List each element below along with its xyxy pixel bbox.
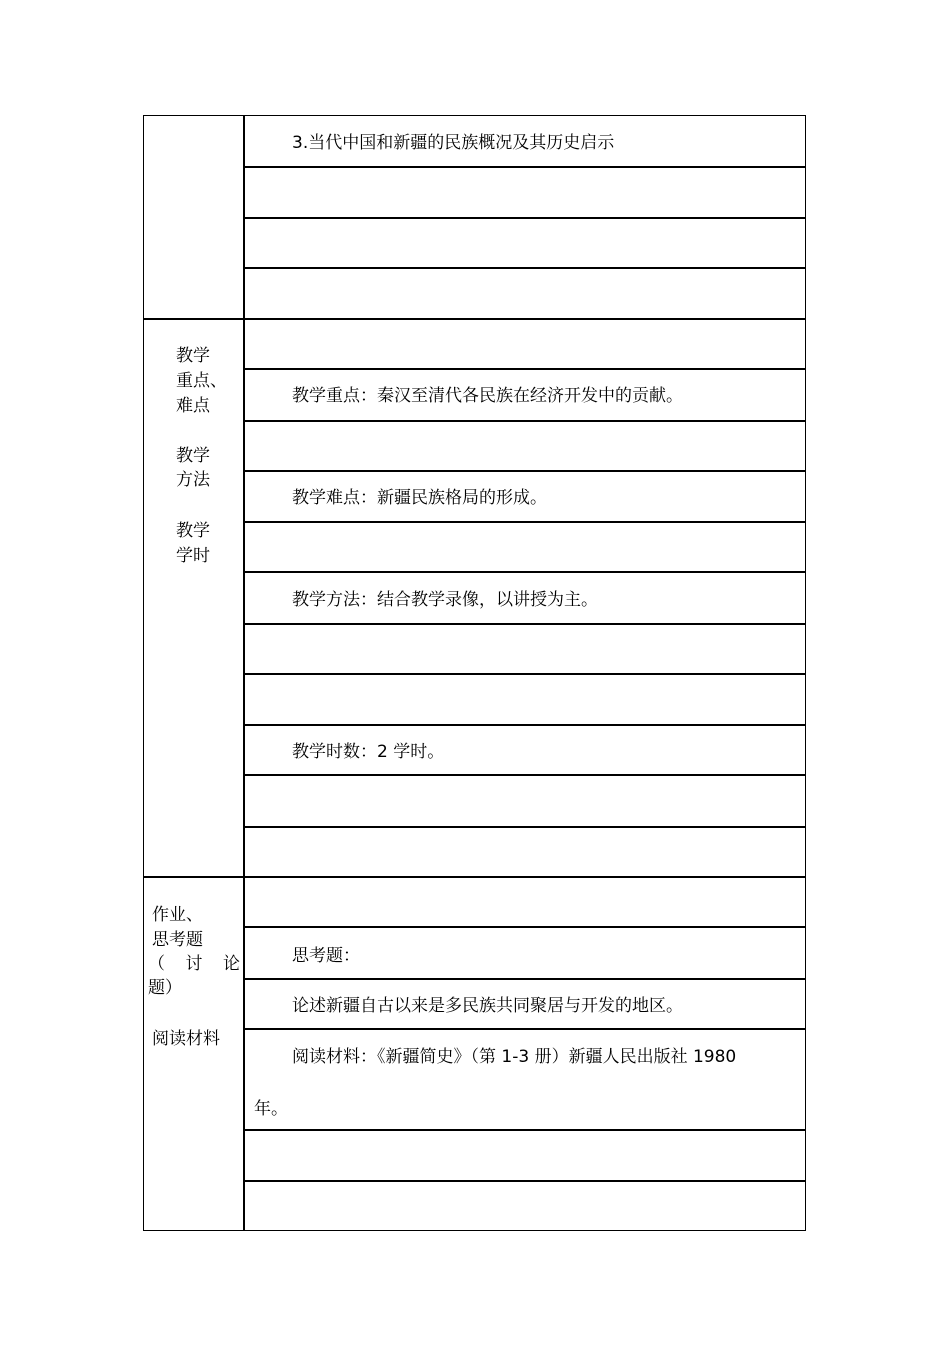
reading-text-line1: 阅读材料：《新疆简史》（第 1-3 册）新疆人民出版社 1980 [292, 1047, 737, 1067]
row-divider [243, 1180, 806, 1182]
row-divider [243, 774, 806, 776]
label-discussion [148, 952, 240, 976]
key-points-text: 教学重点：秦汉至清代各民族在经济开发中的贡献。 [292, 386, 683, 406]
row-divider [243, 673, 806, 675]
row-divider [243, 368, 806, 370]
label-discussion-char: 讨 [185, 954, 203, 974]
row-divider [243, 420, 806, 422]
row-divider [243, 267, 806, 269]
label-teaching: 教学 [176, 346, 210, 366]
row-divider [243, 826, 806, 828]
row-divider [243, 571, 806, 573]
label-teaching-2: 教学 [176, 446, 210, 466]
label-discussion-char: 论 [223, 954, 240, 974]
reading-text-line2: 年。 [254, 1099, 288, 1119]
question-title: 思考题： [292, 946, 360, 966]
label-hours: 学时 [176, 546, 210, 566]
row-divider [243, 1028, 806, 1030]
label-difficult-points: 难点 [176, 396, 210, 416]
section-divider [143, 876, 806, 878]
section-divider [143, 318, 806, 320]
label-reading: 阅读材料 [152, 1029, 220, 1049]
row-divider [243, 724, 806, 726]
difficult-points-text: 教学难点：新疆民族格局的形成。 [292, 488, 547, 508]
teaching-hours-text: 教学时数：2 学时。 [292, 742, 445, 762]
question-text: 论述新疆自古以来是多民族共同聚居与开发的地区。 [292, 996, 683, 1016]
row-divider [243, 1129, 806, 1131]
label-topic-close: 题） [148, 978, 182, 998]
teaching-method-text: 教学方法：结合教学录像，以讲授为主。 [292, 590, 598, 610]
row-divider [243, 217, 806, 219]
row-divider [243, 926, 806, 928]
row-divider [243, 166, 806, 168]
row-divider [243, 978, 806, 980]
content-item-3: 3.当代中国和新疆的民族概况及其历史启示 [292, 133, 615, 153]
label-teaching-3: 教学 [176, 521, 210, 541]
label-method: 方法 [176, 470, 210, 490]
label-homework: 作业、 [152, 905, 203, 925]
row-divider [243, 623, 806, 625]
label-discussion-char: （ [148, 954, 165, 974]
label-key-points: 重点、 [176, 371, 227, 391]
label-questions: 思考题 [152, 930, 203, 950]
row-divider [243, 470, 806, 472]
row-divider [243, 521, 806, 523]
